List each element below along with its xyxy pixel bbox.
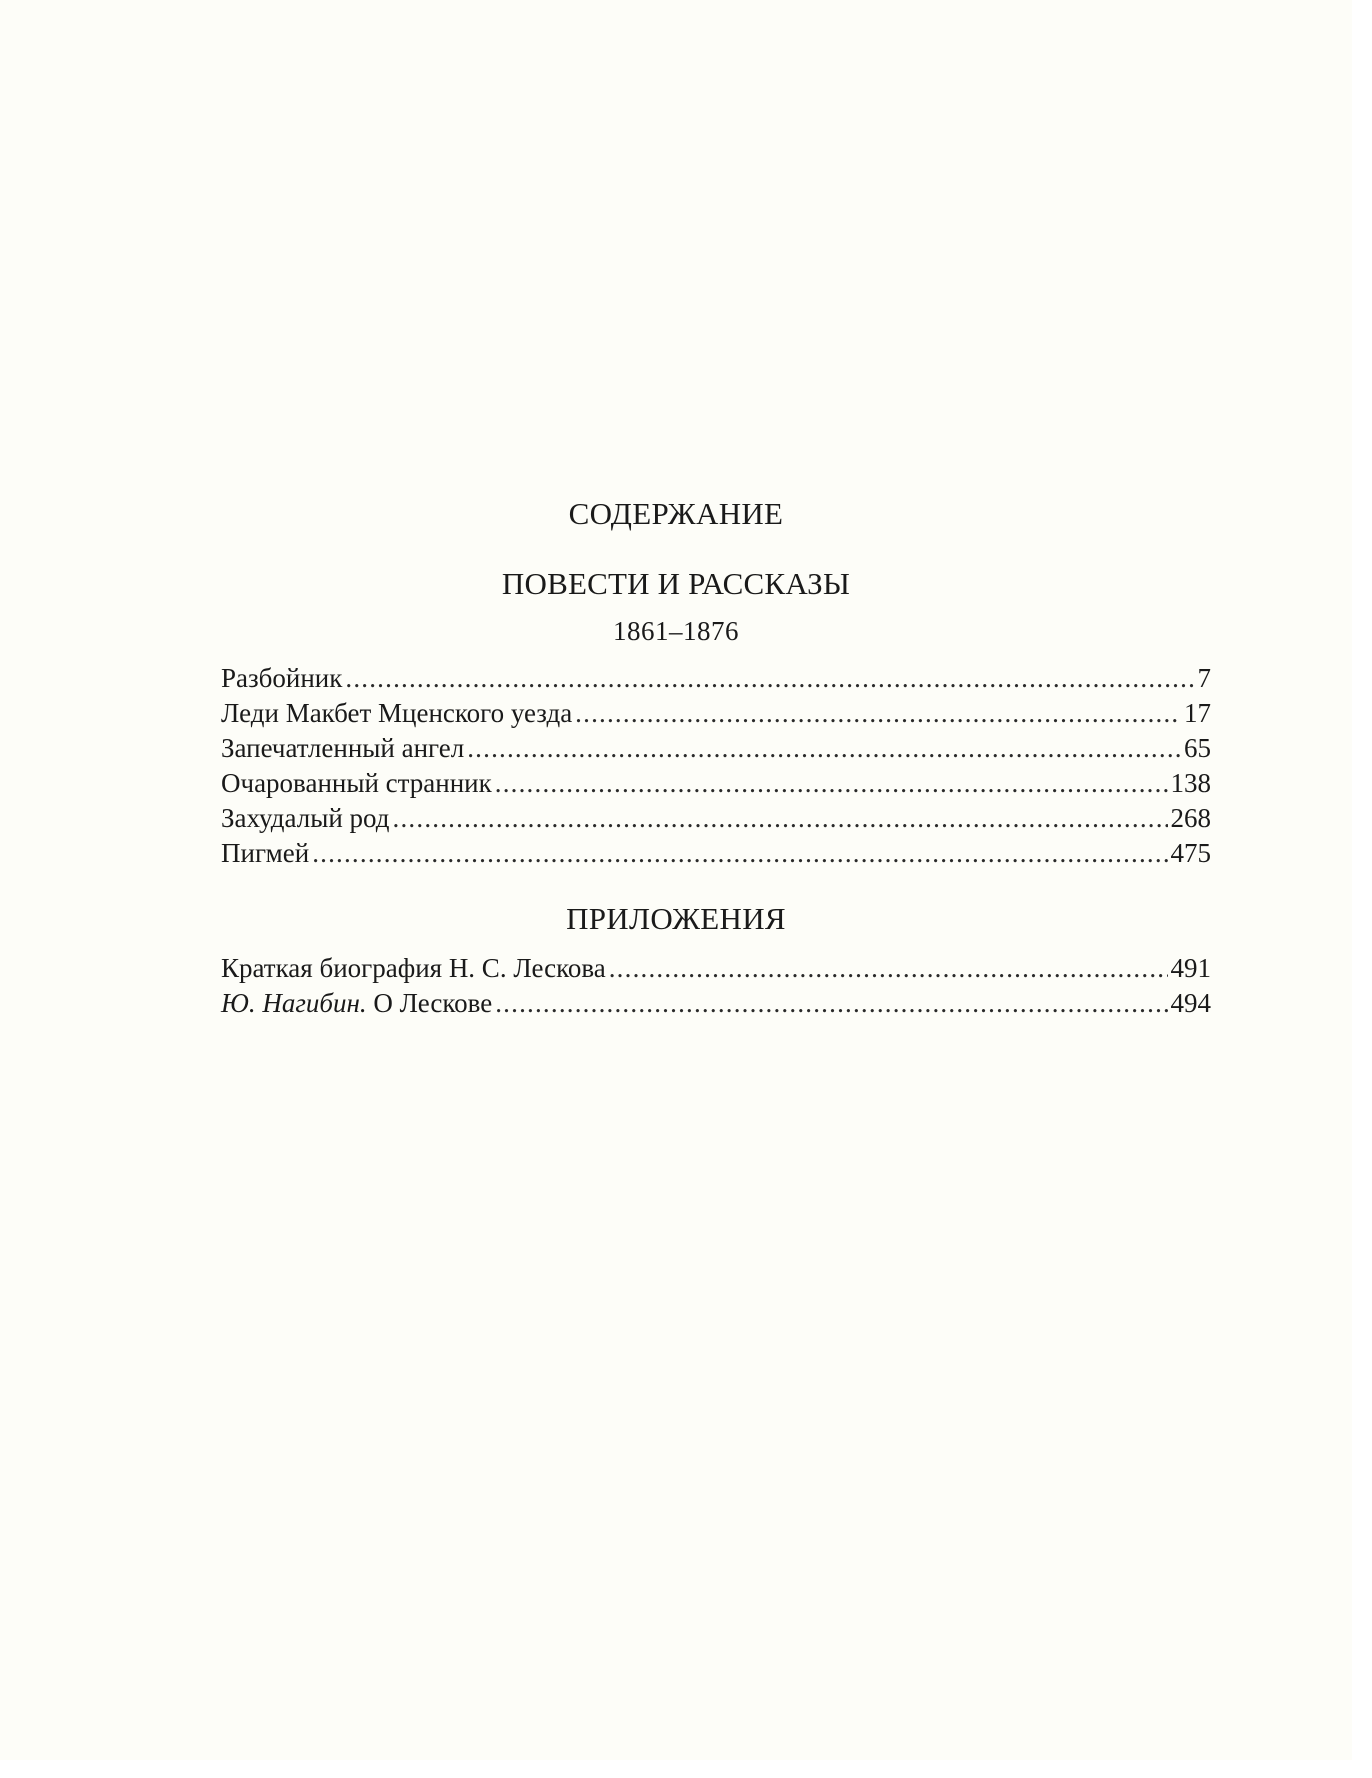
toc-entry-title: Очарованный странник <box>221 768 492 798</box>
dot-leader <box>609 951 1168 986</box>
toc-entry-title: Запечатленный ангел <box>221 733 465 763</box>
toc-entry-title: Леди Макбет Мценского уезда <box>221 698 573 728</box>
toc-entry[interactable] <box>221 766 1211 801</box>
toc-entry-title: Разбойник <box>221 663 343 693</box>
toc-entry[interactable] <box>221 986 1211 1021</box>
dot-leader <box>495 766 1168 801</box>
dot-leader <box>345 661 1194 696</box>
toc-entry[interactable] <box>221 836 1211 871</box>
toc-entry[interactable] <box>221 731 1211 766</box>
toc-entry-page: 494 <box>1170 988 1211 1018</box>
toc-entry[interactable] <box>221 801 1211 836</box>
toc-entry-page: 7 <box>1197 663 1211 693</box>
dot-leader <box>575 696 1181 731</box>
toc-entry[interactable] <box>221 696 1211 731</box>
toc-entry-title-group <box>221 986 492 1021</box>
toc-entry-page: 17 <box>1184 698 1211 728</box>
appendix-section-title: ПРИЛОЖЕНИЯ <box>566 901 786 936</box>
dot-leader <box>393 801 1168 836</box>
toc-entry-author: Ю. Нагибин. <box>221 988 367 1018</box>
toc-entry-page: 138 <box>1170 768 1211 798</box>
toc-entry-page: 65 <box>1184 733 1211 763</box>
toc-entry-title: Краткая биография Н. С. Лескова <box>221 953 606 983</box>
stories-toc-list <box>221 661 1211 871</box>
toc-entry-title: Захудалый род <box>221 803 390 833</box>
dot-leader <box>467 731 1181 766</box>
stories-section-title: ПОВЕСТИ И РАССКАЗЫ <box>501 566 851 601</box>
stories-years: 1861–1876 <box>613 616 739 646</box>
toc-entry-title: Пигмей <box>221 838 310 868</box>
dot-leader <box>495 986 1167 1021</box>
toc-entry[interactable] <box>221 951 1211 986</box>
toc-entry-page: 491 <box>1170 953 1211 983</box>
appendix-toc-list <box>221 951 1211 1021</box>
toc-entry[interactable] <box>221 661 1211 696</box>
toc-entry-title: О Лескове <box>373 988 493 1018</box>
toc-entry-page: 475 <box>1170 838 1211 868</box>
toc-entry-page: 268 <box>1170 803 1211 833</box>
contents-title: СОДЕРЖАНИЕ <box>568 496 784 531</box>
dot-leader <box>312 836 1167 871</box>
